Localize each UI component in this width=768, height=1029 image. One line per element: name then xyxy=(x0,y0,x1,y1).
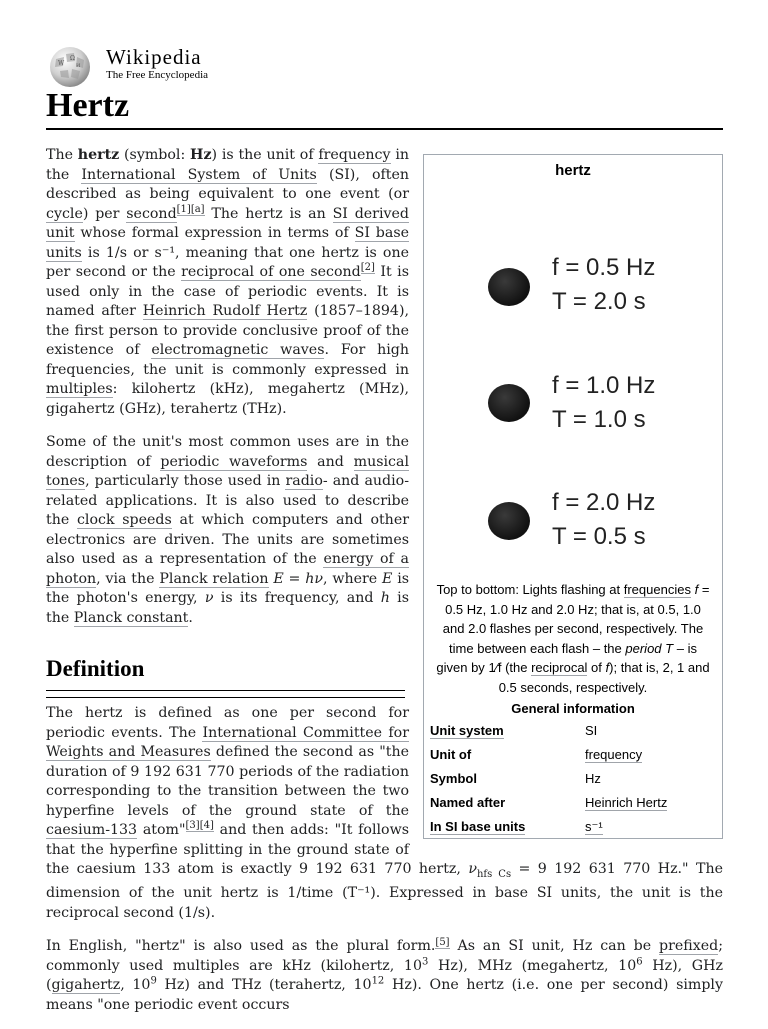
infobox xyxy=(423,154,723,839)
infobox-row-unit-of xyxy=(424,742,722,766)
svg-text:И: И xyxy=(76,63,81,69)
infobox-caption: Top to bottom: Lights flashing at frequencies f = 0.5 Hz, 1.0 Hz and 2.0 Hz; that is, at 0.5, 1.0 and 2.0 flashes per second, respectively. The time between each flash – the period T – is given by 1⁄f (the reciprocal of f); that is, 2, 1 and 0.5 seconds, respectively. xyxy=(436,582,710,695)
link-energy-of-a-photon[interactable]: energy of a photon xyxy=(46,551,409,587)
infobox-key-symbol: Symbol xyxy=(430,770,477,786)
site-tagline: The Free Encyclopedia xyxy=(106,69,209,81)
flashing-lights-image[interactable] xyxy=(424,180,722,580)
link-heinrich-rudolf-hertz[interactable]: Heinrich Rudolf Hertz xyxy=(142,303,308,319)
infobox-row-si-base-units xyxy=(424,814,722,838)
fraction-one-over-f: 1⁄f xyxy=(488,660,502,675)
link-musical-tones[interactable]: musical tones xyxy=(46,453,409,489)
light-label-1 xyxy=(552,251,655,319)
citation-1a[interactable]: [1][a] xyxy=(176,203,205,215)
link-gigahertz[interactable]: gigahertz xyxy=(51,977,121,994)
svg-text:W: W xyxy=(58,60,65,67)
definition-paragraph-2: In English, "hertz" is also used as the plural form.[5] As an SI unit, Hz can be prefixed; commonly used multiples are kHz (kilohertz, $10^3$ Hz), MHz (megahertz, $10^6$ Hz), GHz (gigahertz, $10^9$ Hz) and THz (terahertz, $10^{12}$ Hz). One hertz (i.e. one per second) simply means "one periodic event occurs xyxy=(46,936,724,1013)
link-international-committee-for-weights-and-measures[interactable]: International Committee for Weights and Measures xyxy=(46,724,409,760)
infobox-key-named-after: Named after xyxy=(430,794,506,810)
light-label-2 xyxy=(552,369,655,437)
section-heading-definition: Definition xyxy=(46,656,145,681)
infobox-value-unit-system: SI xyxy=(585,722,598,738)
page-title: Hertz xyxy=(46,87,130,124)
infobox-value-reciprocal-second-link[interactable]: s⁻¹ xyxy=(585,818,603,834)
link-multiples[interactable]: multiples xyxy=(46,381,113,397)
citation-5[interactable]: [5] xyxy=(435,936,450,948)
infobox-section-header: General information xyxy=(511,701,635,716)
link-reciprocal-of-one-second[interactable]: reciprocal of one second xyxy=(181,264,361,280)
light-period-1: T = 2.0 s xyxy=(552,288,646,315)
infobox-row-named-after xyxy=(424,790,722,814)
link-prefixed[interactable]: prefixed xyxy=(659,938,719,955)
citation-3-4[interactable]: [3][4] xyxy=(185,820,214,832)
infobox-row-unit-system xyxy=(424,718,722,742)
link-second[interactable]: second xyxy=(126,205,177,222)
intro-paragraph-2: Some of the unit's most common uses are in the description of periodic waveforms and musical tones, particularly those used in radio- and audio-related applications. It is also used to describe the clock speeds at which computers and other electronics are driven. The units are sometimes also used as a representation of the energy of a photon, via the Planck relation E = hν, where E is the photon's energy, ν is its frequency, and h is the Planck constant. xyxy=(46,434,410,626)
site-name: Wikipedia xyxy=(106,45,202,69)
light-frequency-3: f = 2.0 Hz xyxy=(552,489,656,516)
definition-paragraph-1: The hertz is defined as one per second for periodic events. The International Committee for Weights and Measures defined the second as "the duration of 9 192 631 770 periods of the radiation corresponding to the transition between the two hyperfine levels of the ground state of the caesium-133 atom"[3][4] and then adds: "It follows that the hyperfine splitting in the ground state of the caesium 133 atom is exactly 9 192 631 770 hertz, $\nu_{hfs Cs} = 9$ 192 631 770 Hz." The dimension of the unit hertz is 1/time (T⁻¹). Expressed in base SI units, the unit is the reciprocal second (1/s). xyxy=(46,705,723,921)
infobox-value-heinrich-hertz-link[interactable]: Heinrich Hertz xyxy=(585,794,668,810)
infobox-value-symbol: Hz xyxy=(585,770,601,786)
link-electromagnetic-waves[interactable]: electromagnetic waves xyxy=(151,342,325,358)
light-dot-3 xyxy=(488,502,530,540)
link-radio[interactable]: radio xyxy=(285,473,323,489)
link-planck-relation[interactable]: Planck relation xyxy=(159,570,269,587)
link-reciprocal[interactable]: reciprocal xyxy=(531,660,588,675)
link-si-base-units[interactable]: SI base units xyxy=(46,225,409,261)
link-periodic-waveforms[interactable]: periodic waveforms xyxy=(160,453,308,470)
infobox-title: hertz xyxy=(555,162,591,179)
svg-text:Ω: Ω xyxy=(70,55,75,62)
site-brand[interactable] xyxy=(106,46,208,82)
intro-paragraph-1: The hertz (symbol: Hz) is the unit of frequency in the International System of Units (SI), often described as being equivalent to one event (or cycle) per second[1][a] The hertz is an SI derived unit whose formal expression in terms of SI base units is 1/s or s⁻¹, meaning that one hertz is one per second or the reciprocal of one second[2] It is used only in the case of periodic events. It is named after Heinrich Rudolf Hertz (1857–1894), the first person to provide conclusive proof of the existence of electromagnetic waves. For high frequencies, the unit is commonly expressed in multiples: kilohertz (kHz), megahertz (MHz), gigahertz (GHz), terahertz (THz). xyxy=(46,147,410,417)
link-international-system-of-units[interactable]: International System of Units xyxy=(81,166,317,183)
link-caesium-133[interactable]: caesium-133 xyxy=(46,822,138,838)
light-dot-2 xyxy=(488,384,530,422)
light-period-2: T = 1.0 s xyxy=(552,406,646,433)
citation-2[interactable]: [2] xyxy=(360,262,375,274)
section-divider xyxy=(46,690,405,698)
link-planck-constant[interactable]: Planck constant xyxy=(73,609,189,626)
link-frequencies[interactable]: frequencies xyxy=(623,582,691,597)
infobox-key-si-base-units[interactable]: In SI base units xyxy=(430,818,526,834)
link-frequency[interactable]: frequency xyxy=(318,147,391,163)
article-content xyxy=(46,146,723,1029)
link-clock-speeds[interactable]: clock speeds xyxy=(76,512,172,528)
light-label-3 xyxy=(552,486,655,554)
light-frequency-2: f = 1.0 Hz xyxy=(552,372,656,399)
infobox-row-symbol xyxy=(424,766,722,790)
link-cycle[interactable]: cycle xyxy=(46,205,83,222)
light-dot-1 xyxy=(488,268,530,306)
infobox-value-frequency-link[interactable]: frequency xyxy=(585,746,643,762)
light-period-3: T = 0.5 s xyxy=(552,523,646,550)
link-si-derived-unit[interactable]: SI derived unit xyxy=(46,205,409,241)
infobox-key-unit-system[interactable]: Unit system xyxy=(430,722,504,738)
title-divider xyxy=(46,128,723,130)
light-frequency-1: f = 0.5 Hz xyxy=(552,254,656,281)
infobox-key-unit-of: Unit of xyxy=(430,746,472,762)
wikipedia-globe-logo[interactable] xyxy=(46,44,96,88)
